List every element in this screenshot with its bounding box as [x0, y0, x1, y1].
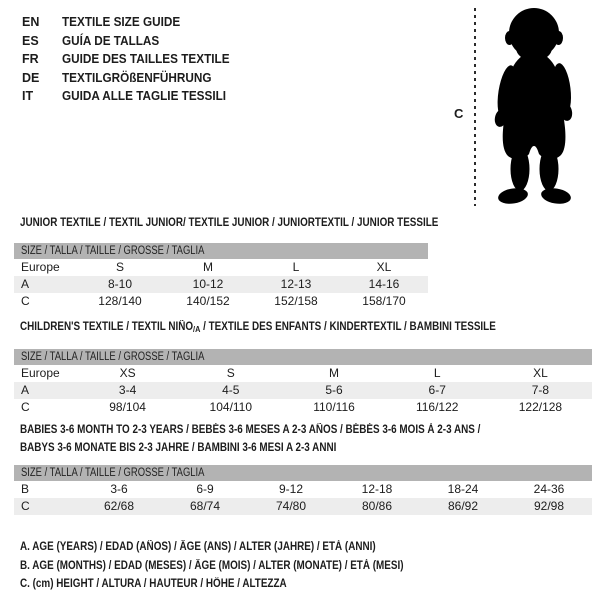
language-title: GUÍA DE TALLAS: [62, 33, 160, 48]
table-cell: 5-6: [325, 383, 343, 397]
row-label: A: [21, 277, 30, 291]
language-title: GUIDA ALLE TAGLIE TESSILI: [62, 89, 227, 104]
table-cell: 12-18: [361, 482, 393, 496]
table-cell: 14-16: [368, 277, 400, 291]
table-row: [14, 498, 592, 515]
footnote-line: [20, 575, 466, 594]
footnote-text: C. (cm) HEIGHT / ALTURA / HAUTEUR / HÖHE / ALTEZZA: [20, 578, 287, 590]
table-cell: 4-5: [222, 383, 240, 397]
table-cell: 6-7: [428, 383, 446, 397]
section-title: [20, 217, 506, 229]
table-cell: 62/68: [103, 499, 135, 513]
table-cell: 18-24: [447, 482, 479, 496]
section-title: [20, 442, 388, 454]
language-row: [22, 32, 240, 51]
table-cell: 3-6: [110, 482, 128, 496]
section-title-pre: CHILDREN'S TEXTILE / TEXTIL NIÑO: [20, 321, 194, 333]
size-table: [14, 465, 592, 515]
table-header-bar: [14, 465, 592, 481]
height-measure-label: C: [454, 106, 464, 121]
toddler-silhouette-icon: [480, 6, 586, 208]
row-label: C: [21, 400, 30, 414]
table-cell: 3-4: [118, 383, 137, 397]
footnote-text: B. AGE (MONTHS) / EDAD (MESES) / ÂGE (MOIS) / ALTER (MONATE) / ETÀ (MESI): [20, 559, 404, 572]
language-row: [22, 13, 240, 32]
table-cell: 122/128: [518, 400, 563, 414]
table-header-bar: [14, 243, 428, 259]
table-cell: 92/98: [533, 499, 565, 513]
table-cell: 116/122: [415, 400, 459, 414]
size-table: [14, 243, 428, 310]
table-cell: 98/104: [109, 400, 146, 414]
section-title-sub: /A: [193, 324, 201, 334]
table-cell: 80/86: [361, 499, 393, 513]
language-code: DE: [22, 70, 40, 85]
table-cell: S: [115, 260, 124, 274]
table-row: [14, 276, 428, 293]
language-code: FR: [22, 52, 39, 67]
language-row: [22, 69, 240, 88]
language-title-list: [22, 13, 240, 106]
language-title: TEXTILE SIZE GUIDE: [62, 15, 181, 30]
table-header-bar: [14, 349, 592, 365]
table-row: [14, 481, 592, 498]
section-title-text: BABYS 3-6 MONATE BIS 2-3 JAHRE / BAMBINI 3-6 MESI A 2-3 ANNI: [20, 442, 337, 454]
table-row: [14, 293, 428, 310]
table-cell: XS: [119, 366, 136, 380]
table-cell: L: [292, 260, 300, 274]
footnote-line: [20, 538, 466, 557]
table-cell: 104/110: [209, 400, 253, 414]
table-cell: 8-10: [107, 277, 133, 291]
table-cell: 86/92: [447, 499, 479, 513]
footnote-line: [20, 557, 466, 576]
table-cell: 110/116: [313, 400, 355, 414]
language-code: EN: [22, 15, 40, 30]
section-title-post: / TEXTILE DES ENFANTS / KINDERTEXTIL / BAMBINI TESSILE: [200, 321, 496, 333]
table-cell: 7-8: [531, 383, 550, 397]
table-cell: 158/170: [362, 294, 406, 308]
footnote-text: A. AGE (YEARS) / EDAD (AÑOS) / ÂGE (ANS) / ALTER (JAHRE) / ETÀ (ANNI): [20, 541, 376, 553]
table-cell: 128/140: [98, 294, 142, 308]
table-cell: 12-13: [280, 277, 312, 291]
row-label: Europe: [21, 260, 60, 274]
row-label: A: [21, 383, 30, 397]
table-cell: 10-12: [192, 277, 224, 291]
section-title: [20, 424, 555, 436]
language-code: IT: [22, 89, 34, 104]
table-cell: 24-36: [533, 482, 565, 496]
section-title-text: [20, 321, 496, 333]
table-cell: 9-12: [278, 482, 304, 496]
section-title-text: JUNIOR TEXTILE / TEXTIL JUNIOR/ TEXTILE JUNIOR / JUNIORTEXTIL / JUNIOR TESSILE: [20, 217, 439, 229]
table-row: [14, 259, 428, 276]
footnotes: [20, 538, 466, 594]
row-label: C: [21, 294, 30, 308]
table-header-text: SIZE / TALLA / TAILLE / GRÖSSE / TAGLIA: [21, 351, 205, 363]
table-row: [14, 399, 592, 416]
table-cell: M: [203, 260, 213, 274]
language-title: TEXTILGRÖßENFÜHRUNG: [62, 70, 212, 85]
row-label: C: [21, 499, 30, 513]
table-cell: 68/74: [189, 499, 221, 513]
table-row: [14, 365, 592, 382]
table-cell: 6-9: [196, 482, 214, 496]
table-header-text: SIZE / TALLA / TAILLE / GRÖSSE / TAGLIA: [21, 467, 205, 479]
language-code: ES: [22, 33, 39, 48]
table-cell: 152/158: [274, 294, 318, 308]
size-table: [14, 349, 592, 416]
height-measure-dashed-line: [474, 8, 476, 206]
section-title-text: BABIES 3-6 MONTH TO 2-3 YEARS / BEBÉS 3-6 MESES A 2-3 AÑOS / BÉBÉS 3-6 MOIS À 2-3 ANS /: [20, 424, 481, 436]
language-row: [22, 87, 240, 106]
table-cell: S: [226, 366, 235, 380]
row-label: B: [21, 482, 30, 496]
section-title: [20, 321, 573, 333]
language-row: [22, 50, 240, 69]
table-cell: XL: [533, 366, 548, 380]
table-cell: 140/152: [186, 294, 230, 308]
table-cell: XL: [376, 260, 392, 274]
row-label: Europe: [21, 366, 60, 380]
table-row: [14, 382, 592, 399]
table-header-text: SIZE / TALLA / TAILLE / GRÖSSE / TAGLIA: [21, 245, 205, 257]
table-cell: L: [433, 366, 441, 380]
table-cell: M: [329, 366, 339, 380]
table-cell: 74/80: [275, 499, 307, 513]
language-title: GUIDE DES TAILLES TEXTILE: [62, 52, 230, 67]
